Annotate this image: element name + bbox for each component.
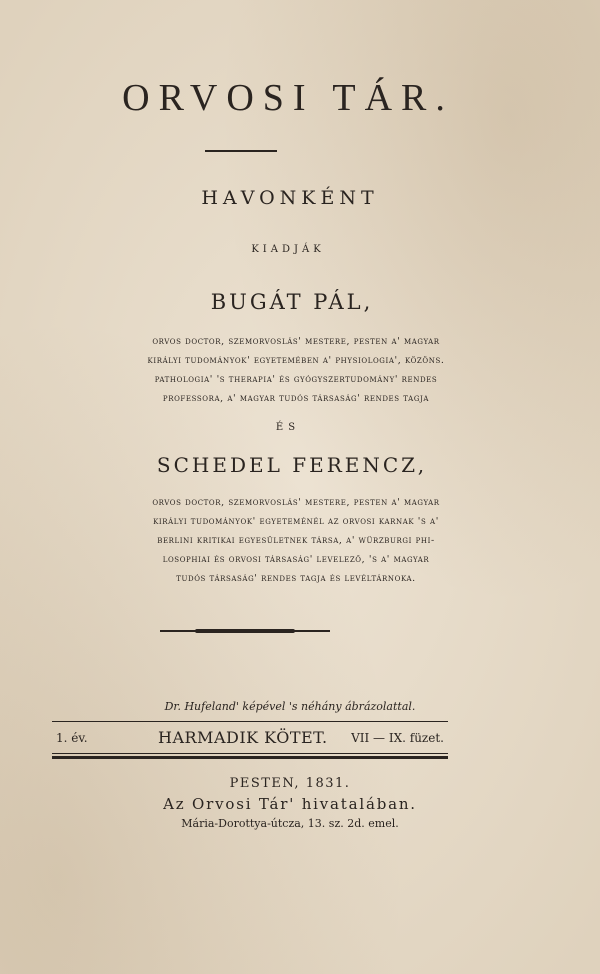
- volume-title: HARMADIK KÖTET.: [158, 728, 328, 747]
- editor2-line: tudós társaság' rendes tagja és levéltárnoka.: [176, 573, 416, 584]
- kiadjak-label: KIADJÁK: [251, 244, 325, 255]
- volume-rule-bottom-2: [52, 756, 448, 759]
- editor2-name: SCHEDEL FERENCZ,: [156, 453, 428, 477]
- subtitle: HAVONKÉNT: [201, 187, 379, 209]
- editor1-line: pathologia' 's therapia' és gyógyszertudomány' rendes: [154, 374, 438, 385]
- journal-title: ORVOSI TÁR.: [122, 77, 454, 119]
- volume-rule-bottom-1: [52, 753, 448, 754]
- editor1-line: orvos doctor, szemorvoslás' mestere, pesten a' magyar: [152, 336, 440, 347]
- editor1-name: BUGÁT PÁL,: [210, 290, 374, 314]
- illustration-note: Dr. Hufeland' képével 's néhány ábrázolattal.: [164, 700, 416, 713]
- volume-issues: VII — IX. füzet.: [351, 731, 444, 745]
- editor1-line: királyi tudományok' egyetemében a' physiologia', közöns.: [147, 355, 445, 366]
- volume-year: 1. év.: [56, 731, 88, 745]
- imprint-place-date: PESTEN, 1831.: [229, 776, 351, 791]
- imprint-address: Mária-Dorottya-útcza, 13. sz. 2d. emel.: [181, 817, 399, 830]
- es-conjunction: ÉS: [275, 422, 301, 433]
- editor1-line: professora, a' magyar tudós társaság' rendes tagja: [162, 393, 430, 404]
- ornamental-rule: [160, 629, 330, 633]
- title-rule: [205, 150, 277, 152]
- editor2-line: losophiai és orvosi társaság' levelező, 's a' magyar: [162, 554, 430, 565]
- editor2-line: berlini kritikai egyesületnek társa, a' würzburgi phi-: [157, 535, 435, 546]
- imprint-publisher: Az Orvosi Tár' hivatalában.: [163, 795, 417, 813]
- volume-rule-top: [52, 721, 448, 722]
- editor2-line: orvos doctor, szemorvoslás' mestere, pesten a' magyar: [152, 497, 440, 508]
- volume-row: [54, 728, 446, 748]
- editor2-line: királyi tudományok' egyeteménél az orvosi karnak 's a': [153, 516, 439, 527]
